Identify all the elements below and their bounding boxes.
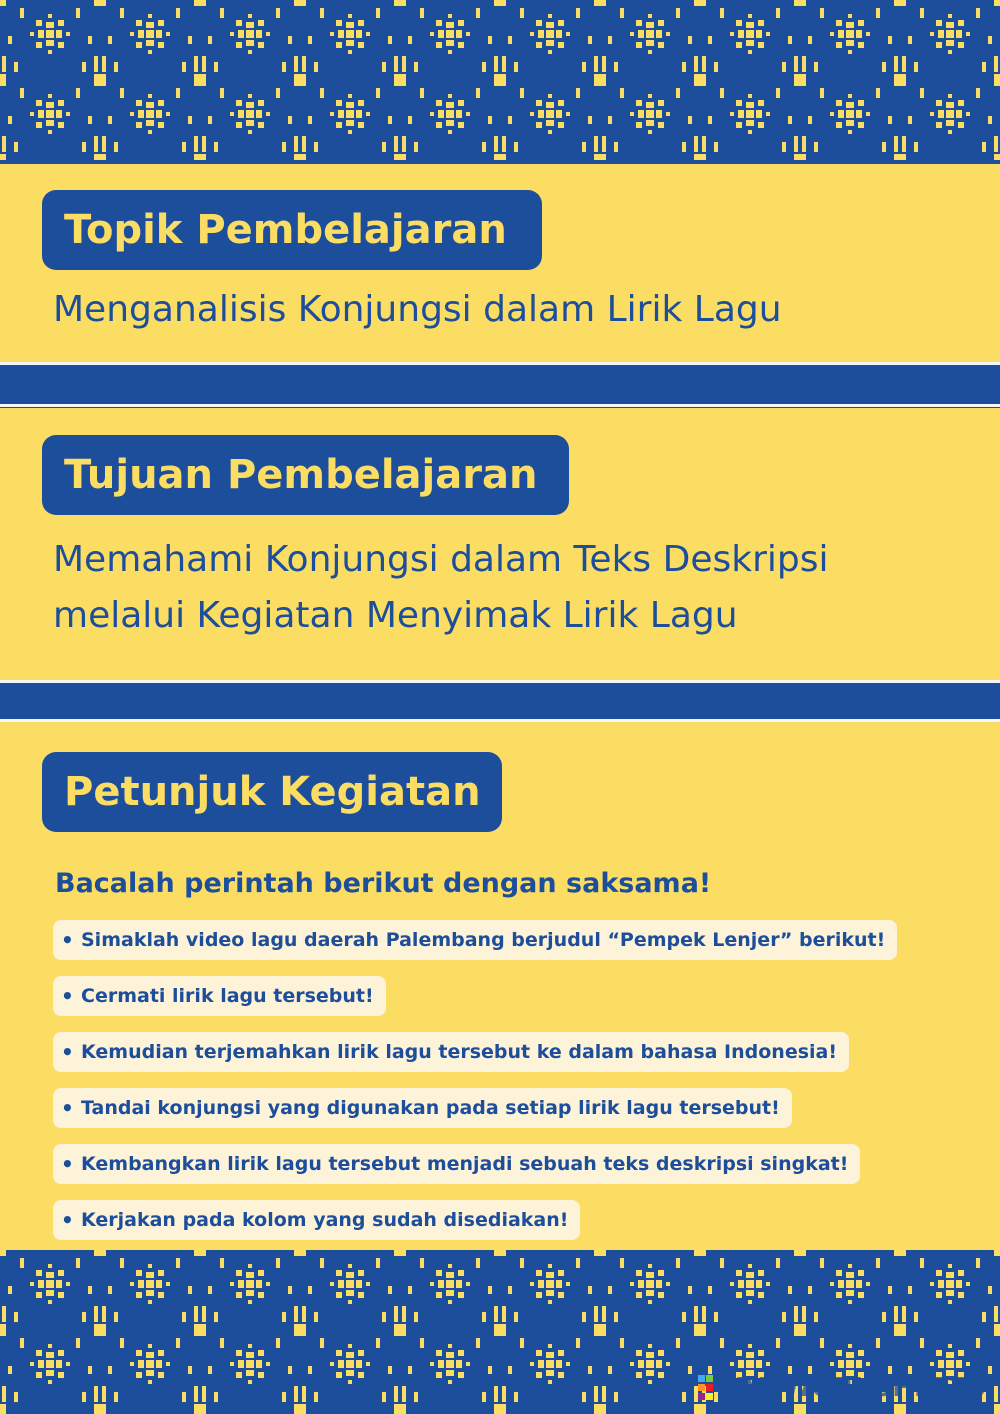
instructions-heading: Petunjuk Kegiatan <box>42 752 502 832</box>
objective-text-line2: melalui Kegiatan Menyimak Lirik Lagu <box>53 595 738 636</box>
instructions-panel <box>0 722 1000 1250</box>
divider <box>0 680 1000 683</box>
instruction-text: Kerjakan pada kolom yang sudah disediakan! <box>81 1209 569 1231</box>
topic-panel <box>0 164 1000 362</box>
bullet-icon: • <box>61 928 74 952</box>
watermark-text: LIVEWORKSHEETS <box>718 1373 986 1403</box>
instruction-item <box>53 976 386 1016</box>
instruction-item <box>53 920 897 960</box>
instructions-intro: Bacalah perintah berikut dengan saksama! <box>55 868 712 899</box>
objective-text <box>53 532 973 644</box>
objective-text-line1: Memahami Konjungsi dalam Teks Deskripsi <box>53 539 829 580</box>
topic-heading: Topik Pembelajaran <box>42 190 542 270</box>
instruction-text: Tandai konjungsi yang digunakan pada setiap lirik lagu tersebut! <box>81 1097 780 1119</box>
instruction-item <box>53 1144 860 1184</box>
divider <box>0 404 1000 407</box>
instruction-item <box>53 1088 792 1128</box>
instruction-text: Kemudian terjemahkan lirik lagu tersebut ke dalam bahasa Indonesia! <box>81 1041 838 1063</box>
bullet-icon: • <box>61 1152 74 1176</box>
instruction-text: Kembangkan lirik lagu tersebut menjadi sebuah teks deskripsi singkat! <box>81 1153 849 1175</box>
instruction-item <box>53 1200 580 1240</box>
bullet-icon: • <box>61 984 74 1008</box>
objective-heading: Tujuan Pembelajaran <box>42 435 569 515</box>
topic-text: Menganalisis Konjungsi dalam Lirik Lagu <box>53 289 782 330</box>
instruction-text: Cermati lirik lagu tersebut! <box>81 985 374 1007</box>
liveworksheets-logo-icon <box>698 1375 714 1401</box>
liveworksheets-watermark[interactable] <box>698 1373 986 1403</box>
bullet-icon: • <box>61 1208 74 1232</box>
bullet-icon: • <box>61 1096 74 1120</box>
instruction-text: Simaklah video lagu daerah Palembang berjudul “Pempek Lenjer” berikut! <box>81 929 886 951</box>
instruction-list <box>53 920 897 1256</box>
objective-panel <box>0 408 1000 680</box>
top-songket-border <box>0 0 1000 160</box>
songket-pattern-icon <box>0 0 1000 160</box>
bullet-icon: • <box>61 1040 74 1064</box>
instruction-item <box>53 1032 849 1072</box>
divider <box>0 362 1000 365</box>
